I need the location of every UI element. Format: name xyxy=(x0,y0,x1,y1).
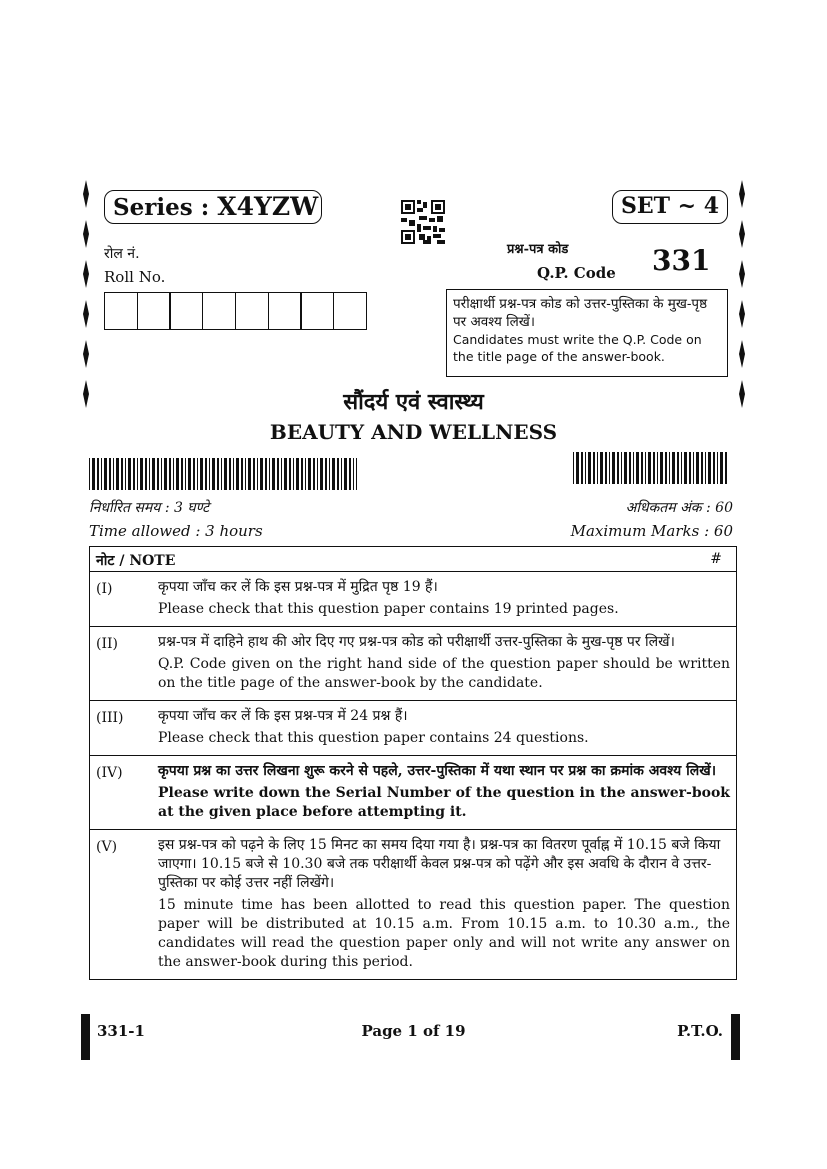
candidate-instruction-box xyxy=(446,289,728,377)
note-item-number: (III) xyxy=(96,710,124,726)
candidate-note-english: Candidates must write the Q.P. Code on the title page of the answer-book. xyxy=(453,332,702,364)
note-item-number: (V) xyxy=(96,839,118,855)
qp-code-hindi-label: प्रश्न-पत्र कोड xyxy=(507,242,569,257)
note-item-hindi: इस प्रश्न-पत्र को पढ़ने के लिए 15 मिनट का समय दिया गया है। प्रश्न-पत्र का वितरण पूर्वाह्न में 10.15 बजे किया जाएगा। 10.15 बजे से 10.30 बजे तक परीक्षार्थी केवल प्रश्न-पत्र को पढ़ेंगे और इस अवधि के दौरान वे उत्तर-पुस्तिका पर कोई उत्तर नहीं लिखेंगे। xyxy=(158,837,721,891)
hash-mark: # xyxy=(710,551,722,567)
note-item-english: Please check that this question paper contains 24 questions. xyxy=(158,730,589,746)
roll-digit-box[interactable] xyxy=(104,292,138,330)
note-item xyxy=(90,701,736,756)
note-item xyxy=(90,830,736,979)
set-box: SET ~ 4 xyxy=(612,190,728,224)
roll-digit-box[interactable] xyxy=(300,292,334,330)
barcode-left xyxy=(89,458,357,490)
time-allowed: Time allowed : 3 hours xyxy=(89,522,263,540)
qr-code-icon xyxy=(401,200,445,244)
qp-code-value: 331 xyxy=(652,244,711,277)
roll-digit-box[interactable] xyxy=(268,292,302,330)
roll-no-boxes xyxy=(104,292,366,330)
roll-digit-box[interactable] xyxy=(169,292,203,330)
roll-digit-box[interactable] xyxy=(333,292,367,330)
note-item-hindi: प्रश्न-पत्र में दाहिने हाथ की ओर दिए गए प्रश्न-पत्र कोड को परीक्षार्थी उत्तर-पुस्तिका के मुख-पृष्ठ पर लिखें। xyxy=(158,634,675,650)
note-item-english: Please check that this question paper contains 19 printed pages. xyxy=(158,601,619,617)
series-box xyxy=(104,190,322,224)
series-code: X4YZW xyxy=(217,192,319,221)
note-item-number: (IV) xyxy=(96,765,123,781)
qp-code-label: Q.P. Code xyxy=(537,264,616,282)
barcode-right xyxy=(573,452,727,484)
note-item xyxy=(90,756,736,830)
note-table xyxy=(89,546,737,980)
max-marks-hindi: अधिकतम अंक : 60 xyxy=(625,500,733,516)
roll-digit-box[interactable] xyxy=(202,292,236,330)
roll-no-label: Roll No. xyxy=(104,268,166,286)
series-label: Series : xyxy=(113,194,218,221)
subject-title-hindi: सौंदर्य एवं स्वास्थ्य xyxy=(343,389,484,415)
note-item xyxy=(90,627,736,701)
note-item-hindi: कृपया जाँच कर लें कि इस प्रश्न-पत्र में मुद्रित पृष्ठ 19 हैं। xyxy=(158,579,438,595)
note-item-number: (II) xyxy=(96,636,118,652)
note-item-english: 15 minute time has been allotted to read this question paper. The question paper will be distributed at 10.15 a.m. From 10.15 a.m. to 10.30 a.m., the candidates will read the question paper only and will not write any answer on the answer-book during this period. xyxy=(158,897,730,970)
note-item-english: Please write down the Serial Number of the question in the answer-book at the given place before attempting it. xyxy=(158,785,730,820)
time-allowed-hindi: निर्धारित समय : 3 घण्टे xyxy=(89,500,210,516)
note-heading: नोट / NOTE xyxy=(96,553,176,569)
note-item-hindi: कृपया जाँच कर लें कि इस प्रश्न-पत्र में 24 प्रश्न हैं। xyxy=(158,708,408,724)
candidate-note-hindi: परीक्षार्थी प्रश्न-पत्र कोड को उत्तर-पुस्तिका के मुख-पृष्ठ पर अवश्य लिखें। xyxy=(453,296,708,330)
roll-digit-box[interactable] xyxy=(235,292,269,330)
footer-pto: P.T.O. xyxy=(677,1022,723,1040)
note-item-hindi: कृपया प्रश्न का उत्तर लिखना शुरू करने से पहले, उत्तर-पुस्तिका में यथा स्थान पर प्रश्न का क्रमांक अवश्य लिखें। xyxy=(158,763,717,779)
footer-page-number: Page 1 of 19 xyxy=(361,1022,466,1040)
footer-paper-code: 331-1 xyxy=(97,1022,145,1040)
note-item-number: (I) xyxy=(96,581,113,597)
note-item-english: Q.P. Code given on the right hand side of the question paper should be written on the title page of the answer-book by the candidate. xyxy=(158,656,730,691)
left-margin-marks xyxy=(82,180,90,410)
roll-digit-box[interactable] xyxy=(137,292,171,330)
subject-title: BEAUTY AND WELLNESS xyxy=(269,420,558,444)
right-margin-marks xyxy=(738,180,746,410)
max-marks: Maximum Marks : 60 xyxy=(570,522,733,540)
note-heading-row xyxy=(90,547,736,572)
roll-no-hindi-label: रोल नं. xyxy=(104,246,140,262)
note-item xyxy=(90,572,736,627)
